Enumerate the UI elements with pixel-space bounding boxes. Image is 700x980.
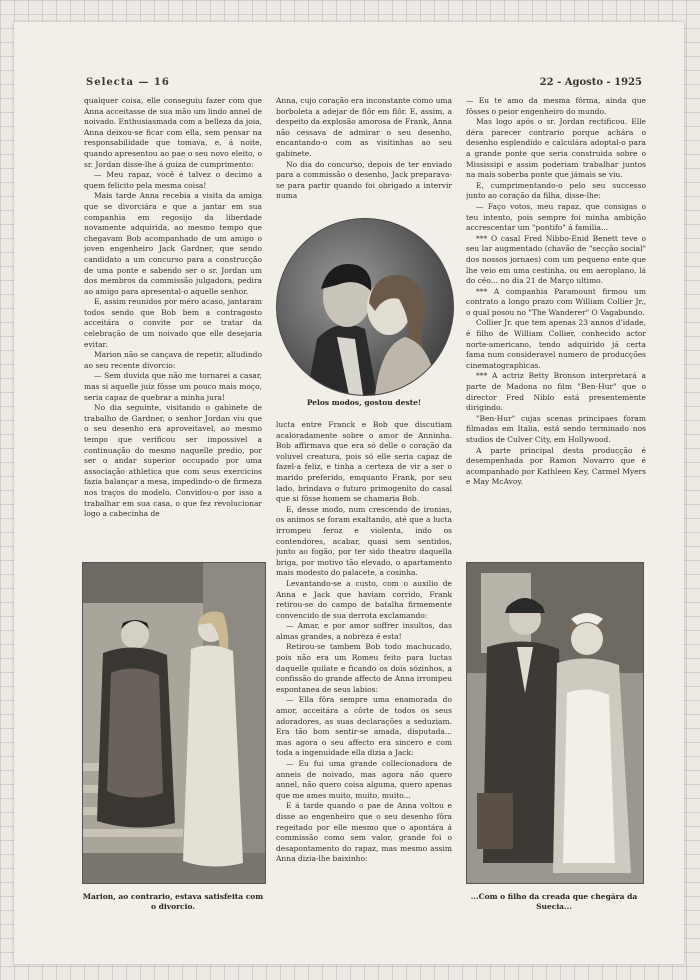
paragraph: lucta entre Franck e Bob que discutiam acaloradamente sobre o amor de Anninha. Bob affirmava que era só delle o coração da voluvel creatura, pois só elle seria capaz de fazel-a feliz, e tinha a certeza de vir a ser o marido preferido, emquanto Frank, por seu lado, brindava o futuro primogenito do casal que si fôsse homem se chamaria Bob. — [276, 420, 452, 504]
paragraph: *** A actriz Betty Bronson interpretará a parte de Madona no film "Ben-Hur" que o director Fred Niblo está presentemente dirigindo. — [466, 371, 646, 413]
paragraph: E, cumprimentando-o pelo seu successo junto ao coração da filha, disse-lhe: — [466, 180, 646, 201]
paragraph: — Eu fui uma grande collecionadora de anneis de noivado, mas agora não quero annel, não quero coisa alguma, quero apenas que me ames muito, muito, muito... — [276, 759, 452, 800]
couple-illustration — [467, 563, 643, 883]
paragraph: "Ben-Hur" cujas scenas principaes foram filmadas em Italia, está sendo terminado nos studios de Culver City, em Hollywood. — [466, 413, 646, 444]
two-women-illustration — [83, 563, 265, 883]
paragraph: *** A companhia Paramount firmou um contrato a longo prazo com William Collier Jr., o qual posou no "The Wanderer" O Vagabundo. — [466, 286, 646, 317]
paragraph: — Faço votos, meu rapaz, que consigas o teu intento, pois sempre foi minha ambição accrescentar um "pontifo" á familia... — [466, 201, 646, 233]
paragraph: Anna, cujo coração era inconstante como uma borboleta a adejar de flôr em flôr. E, assim, a despeito da explosão amorosa de Frank, Anna não cessava de admirar o seu desenho, encantando-o com as visitinhas ao seu gabinete. — [276, 96, 452, 158]
kiss-photo — [276, 218, 454, 396]
paragraph: Retirou-se tambem Bob todo machucado, pois não era um Romeu feito para luctas daquelle quilate e ficando os dois sózinhos, a confissão do grande affecto de Anna irrompeu espontanea de seus labios: — [276, 642, 452, 694]
text-column-2-top — [276, 96, 452, 214]
kiss-photo-illustration — [277, 219, 453, 395]
paragraph: — Eu te amo da mesma fórma, ainda que fôsses o peior engenheiro do mundo. — [466, 96, 646, 116]
paragraph: — Amar, e por amor soffrer insultos, das almas grandes, a nobreza é esta! — [276, 621, 452, 641]
page-header-date: 22 - Agosto - 1925 — [539, 77, 642, 88]
paragraph: E, desse modo, num crescendo de ironias, os animos se foram exaltando, até que a lucta irrompeu feroz e violenta, indo os contendores, acabar, quasi sem sentidos, junto ao fogão, por ter sido theatro daquella briga, por motivo tão elevado, o apartamento mais modesto do palacete, a cosinha. — [276, 504, 452, 578]
paragraph: — Ella fôra sempre uma enamorada do amor, acceitára a côrte de todos os seus adoradores, as suas declarações a seduziam. Era tão bom sentir-se amada, disputada... mas agora o seu affecto era sincero e com toda a ingenuidade ella dizia a Jack: — [276, 695, 452, 758]
paragraph: qualquer coisa, elle conseguiu fazer com que Anna acceitasse de sua mão um lindo annel de noivado. Enthusiasmada com a belleza da joia, Anna deixou-se ficar com ella, sem pensar na responsabilidade que tomava, e, á noite, quando apresentou ao pae o seu novo eleito, o sr. Jordan disse-lhe á guiza de cumprimento: — [84, 96, 262, 169]
text-column-2 — [276, 420, 452, 928]
two-women-photo — [82, 562, 266, 884]
text-column-3 — [466, 96, 646, 572]
paragraph: Levantando-se a custo, com o auxilio de Anna e Jack que haviam corrido, Frank retirou-se do campo de batalha firmemente convencido de sua derrota exclamando: — [276, 578, 452, 620]
paragraph: Marion não se cançava de repetir, alludindo ao seu recente divorcio: — [84, 350, 262, 370]
paragraph: Collier Jr. que tem apenas 23 annos d'idade, é filho de William Collier, conhecido actor norte-americano, tendo adquirido já certa fama num consideravel numero de producções cinematographicas. — [466, 318, 646, 370]
paragraph: No dia do concurso, depois de ter enviado para a commissão o desenho, Jack preparava-se para partir quando foi obrigado a intervir numa — [276, 159, 452, 201]
caption-right-photo: ...Com o filho da creada que chegára da Suecia... — [470, 892, 638, 911]
paragraph: — Meu rapaz, você é talvez o decimo a quem felicito pela mesma coisa! — [84, 170, 262, 190]
paragraph: Mas logo após o sr. Jordan rectificou. Elle déra parecer contrario porque achára o desenho esplendido e calculára adoptal-o para a grande ponte que seria construida sobre o Mississipi e assim poderiam trabalhar juntos na mais soberba ponte que jámais se viu. — [466, 117, 646, 180]
paragraph: E á tarde quando o pae de Anna voltou e disse ao engenheiro que o seu desenho fôra regeitado por elle mesmo que o apontára á commissão como sem valor, grande foi o desapontamento do rapaz, mas mesmo assim Anna dizia-lhe baixinho: — [276, 801, 452, 864]
couple-photo — [466, 562, 644, 884]
magazine-page — [14, 22, 684, 964]
paragraph: A parte principal desta producção é desempenhada por Ramon Novarro que é acompanhado por Kathleen Key, Carmel Myers e May McAvoy. — [466, 445, 646, 487]
paragraph: E, assim reunidos por méro acaso, jantaram todos sendo que Bob bem a contragosto acceitára o convite por se tratar da celebração de um noivado que elle desejaria evitar. — [84, 297, 262, 349]
paragraph: *** O casal Fred Nibbo-Enid Benett teve o seu lar augmentado (chavão de "secção social" dos nossos jornaes) com um pequeno ente que lhe veio em uma cestinha, ou em aeroplano, lá do céo... no dia 21 de Março ultimo. — [466, 233, 646, 286]
text-column-1 — [84, 96, 262, 572]
caption-circle-photo: Pelos modos, gostou deste! — [306, 398, 422, 407]
paragraph: — Sem duvida que não me tornarei a casar, mas si aquelle juiz fôsse um pouco mais moço, seria capaz de quebrar a minha jura! — [84, 371, 262, 402]
paragraph: No dia seguinte, visitando o gabinete de trabalho de Gardner, o senhor Jordan viu que o seu desenho era aproveitavel, ao mesmo tempo que verificou ser impossivel a continuação do mesmo naquelle predio, por ser o andar superior occupado por uma associação athletica que com seus exercicios fazia balançar a mesa, impedindo-o de firmeza nos traços do modelo. Convidou-o por isso a trabalhar em sua casa, o que fez revolucionar logo a cabecinha de — [84, 403, 262, 519]
page-header-left: Selecta — 16 — [86, 77, 170, 88]
caption-left-photo: Marion, ao contrario, estava satisfeita com o divorcio. — [82, 892, 264, 911]
paragraph: Mais tarde Anna recebia a visita da amiga que se divorciára e que a jantar em sua companhia em regosijo da liberdade novamente adquirida, ao mesmo tempo que chegavam Bob acompanhado de um amigo o joven engenheiro Jack Gardner, que sendo candidato a um concurso para a construcção de uma ponte e sabendo ser o sr. Jordan um dos membros da commissão julgadora, pedira ao amigo para apresental-o aquelle senhor. — [84, 191, 262, 296]
